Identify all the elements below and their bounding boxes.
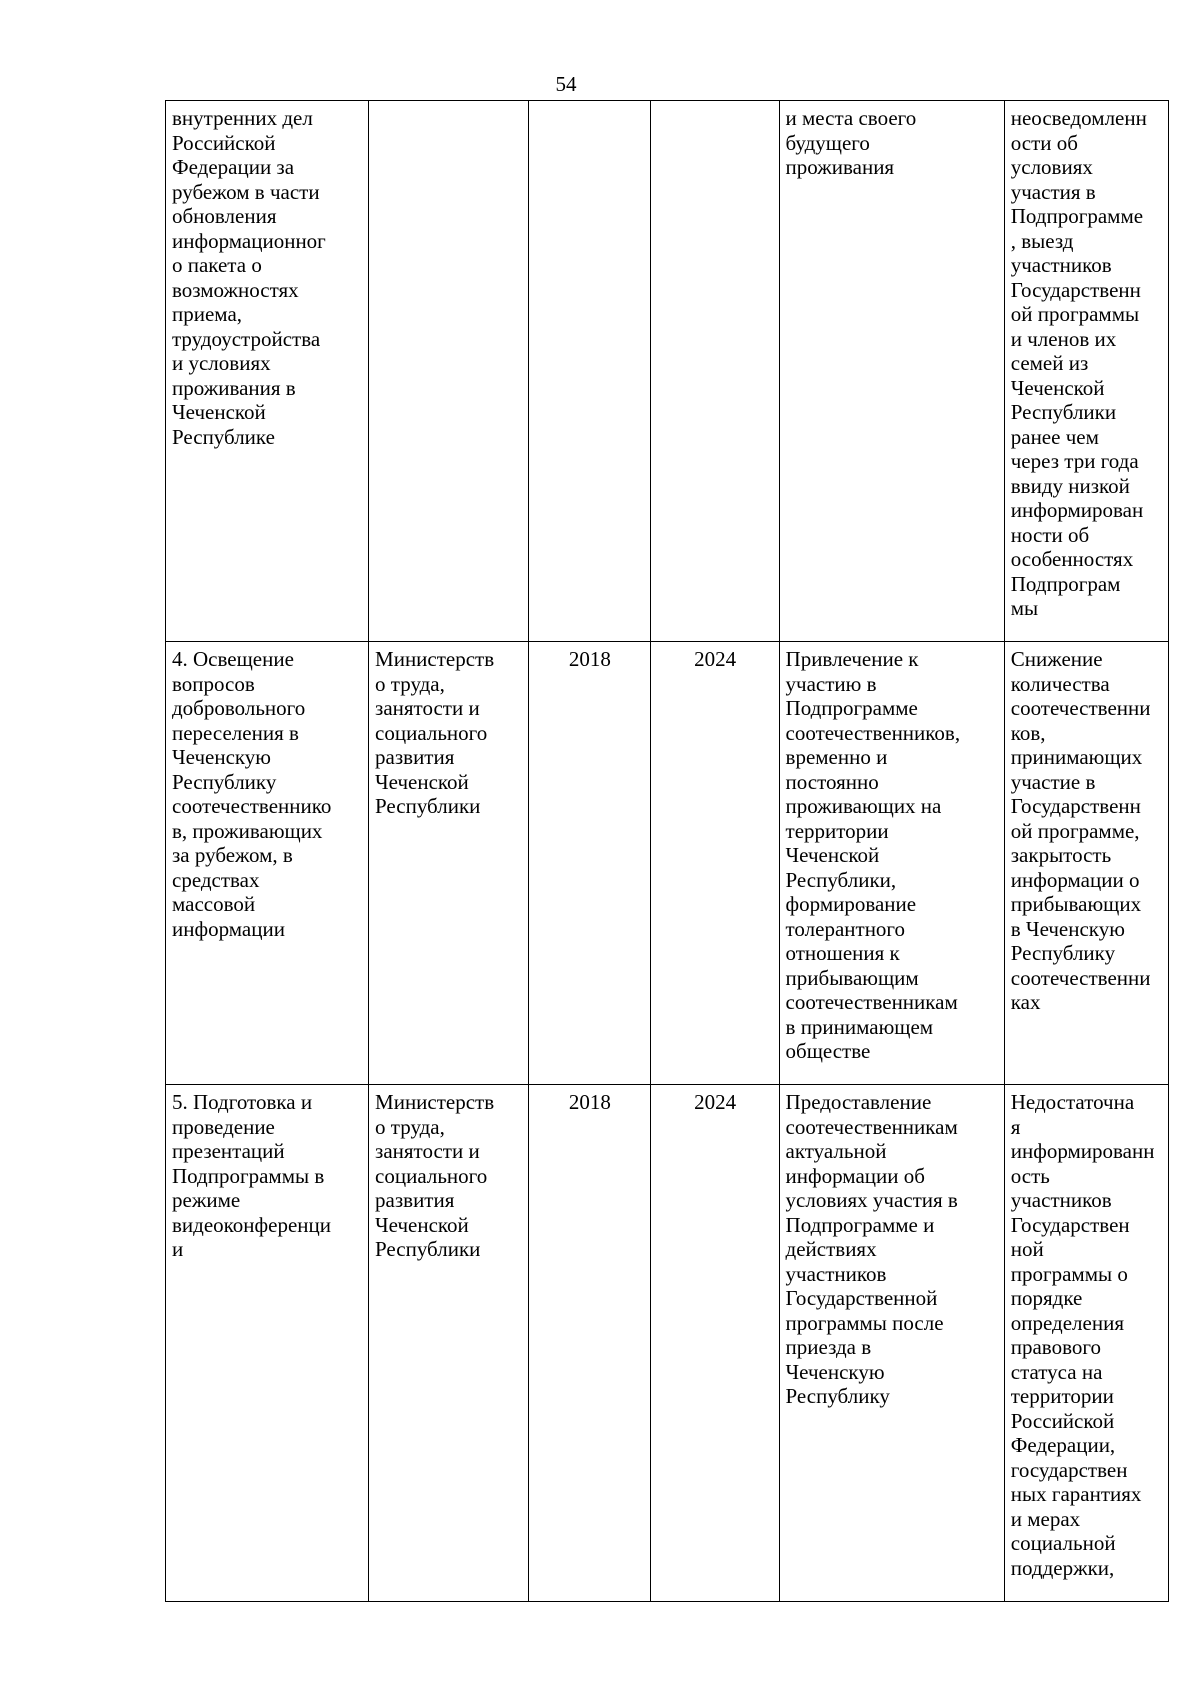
end-year-cell: 2024 [650,1085,779,1602]
start-year-cell: 2018 [528,642,650,1085]
executor-cell: Министерств о труда, занятости и социального развития Чеченской Республики [369,642,529,1085]
risk-cell: Снижение количества соотечественни ков, принимающих участие в Государственн ой программе, закрытость информации о прибывающих в Чеченскую Республику соотечественни ках [1004,642,1168,1085]
table-row [166,101,1169,642]
risk-cell: неосведомленн ости об условиях участия в Подпрограмме , выезд участников Государственн ой программы и членов их семей из Чеченской Республики ранее чем через три года ввиду низкой информирован ности об особенностях Подпрограм мы [1004,101,1168,642]
activity-cell: 4. Освещение вопросов добровольного переселения в Чеченскую Республику соотечественнико в, проживающих за рубежом, в средствах массовой информации [166,642,369,1085]
executor-cell [369,101,529,642]
activity-cell: 5. Подготовка и проведение презентаций Подпрограммы в режиме видеоконференци и [166,1085,369,1602]
result-cell: Предоставление соотечественникам актуальной информации об условиях участия в Подпрограмме и действиях участников Государственной программы после приезда в Чеченскую Республику [779,1085,1004,1602]
end-year-cell [650,101,779,642]
start-year-cell: 2018 [528,1085,650,1602]
measures-table [165,100,1169,1602]
start-year-cell [528,101,650,642]
result-cell: Привлечение к участию в Подпрограмме соотечественников, временно и постоянно проживающих на территории Чеченской Республики, формирование толерантного отношения к прибывающим соотечественникам в принимающем обществе [779,642,1004,1085]
risk-cell: Недостаточна я информированн ость участников Государствен ной программы о порядке определения правового статуса на территории Российской Федерации, государствен ных гарантиях и мерах социальной поддержки, [1004,1085,1168,1602]
activity-cell: внутренних дел Российской Федерации за рубежом в части обновления информационног о пакета о возможностях приема, трудоустройства и условиях проживания в Чеченской Республике [166,101,369,642]
result-cell: и места своего будущего проживания [779,101,1004,642]
table-row [166,642,1169,1085]
table-row [166,1085,1169,1602]
page-number: 54 [555,72,577,96]
end-year-cell: 2024 [650,642,779,1085]
executor-cell: Министерств о труда, занятости и социального развития Чеченской Республики [369,1085,529,1602]
